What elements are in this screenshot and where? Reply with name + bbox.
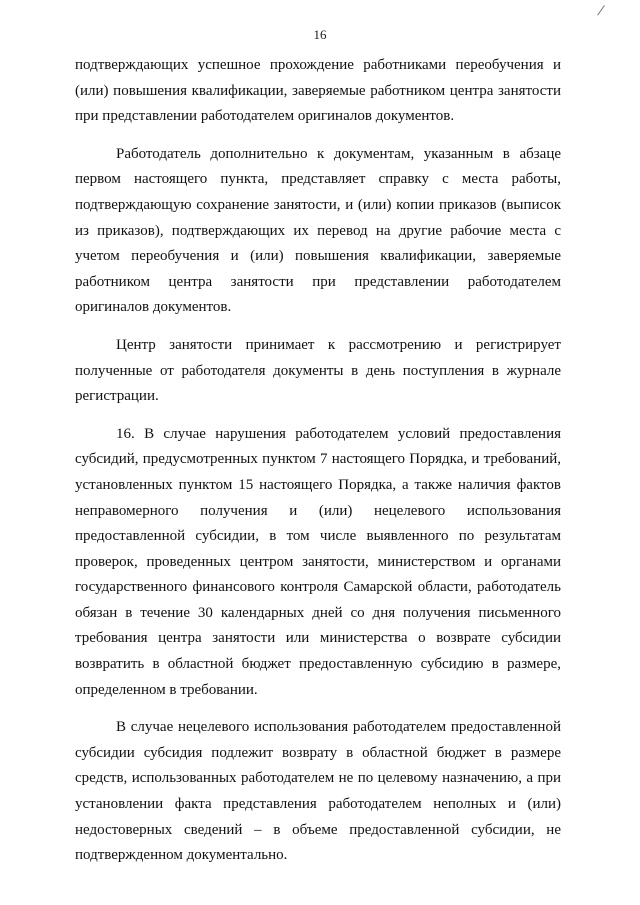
- scan-mark: [597, 5, 610, 19]
- page-number: 16: [313, 27, 327, 42]
- paragraph-registration: Центр занятости принимает к рассмотрению и регистрирует полученные от работодателя документы в день поступления в журнале регистрации.: [75, 336, 561, 405]
- paragraph-employer-documents: Работодатель дополнительно к документам, указанным в абзаце первом настоящего пункта, представляет справку с места работы, подтверждающую сохранение занятости, и (или) копии приказов (выписок из приказов), подтверждающих их перевод на другие рабочие места с учетом переобучения и (или) повышения квалификации, заверяемые работником центра занятости при представлении работодателем оригиналов документов.: [75, 145, 561, 316]
- paragraph-continuation: подтверждающих успешное прохождение работниками переобучения и (или) повышения квалификации, заверяемые работником центра занятости при представлении работодателем оригиналов документов.: [75, 57, 561, 125]
- paragraph-item-16: 16. В случае нарушения работодателем условий предоставления субсидий, предусмотренных пунктом 7 настоящего Порядка, и требований, установленных пунктом 15 настоящего Порядка, а также наличия фактов неправомерного получения и (или) нецелевого использования предоставленной субсидии, в том числе выявленного по результатам проверок, проведенных центром занятости, министерством и органами государственного финансового контроля Самарской области, работодатель обязан в течение 30 календарных дней со дня получения письменного требования центра занятости или министерства о возврате субсидии возвратить в областной бюджет предоставленную субсидию в размере, определенном в требовании.: [75, 425, 561, 698]
- document-body: [75, 53, 561, 869]
- paragraph-misuse-refund: В случае нецелевого использования работодателем предоставленной субсидии субсидия подлежит возврату в областной бюджет в размере средств, использованных работодателем не по целевому назначению, а при установлении факта представления работодателем неполных и (или) недостоверных сведений – в объеме предоставленной субсидии, не подтвержденном документально.: [75, 719, 561, 864]
